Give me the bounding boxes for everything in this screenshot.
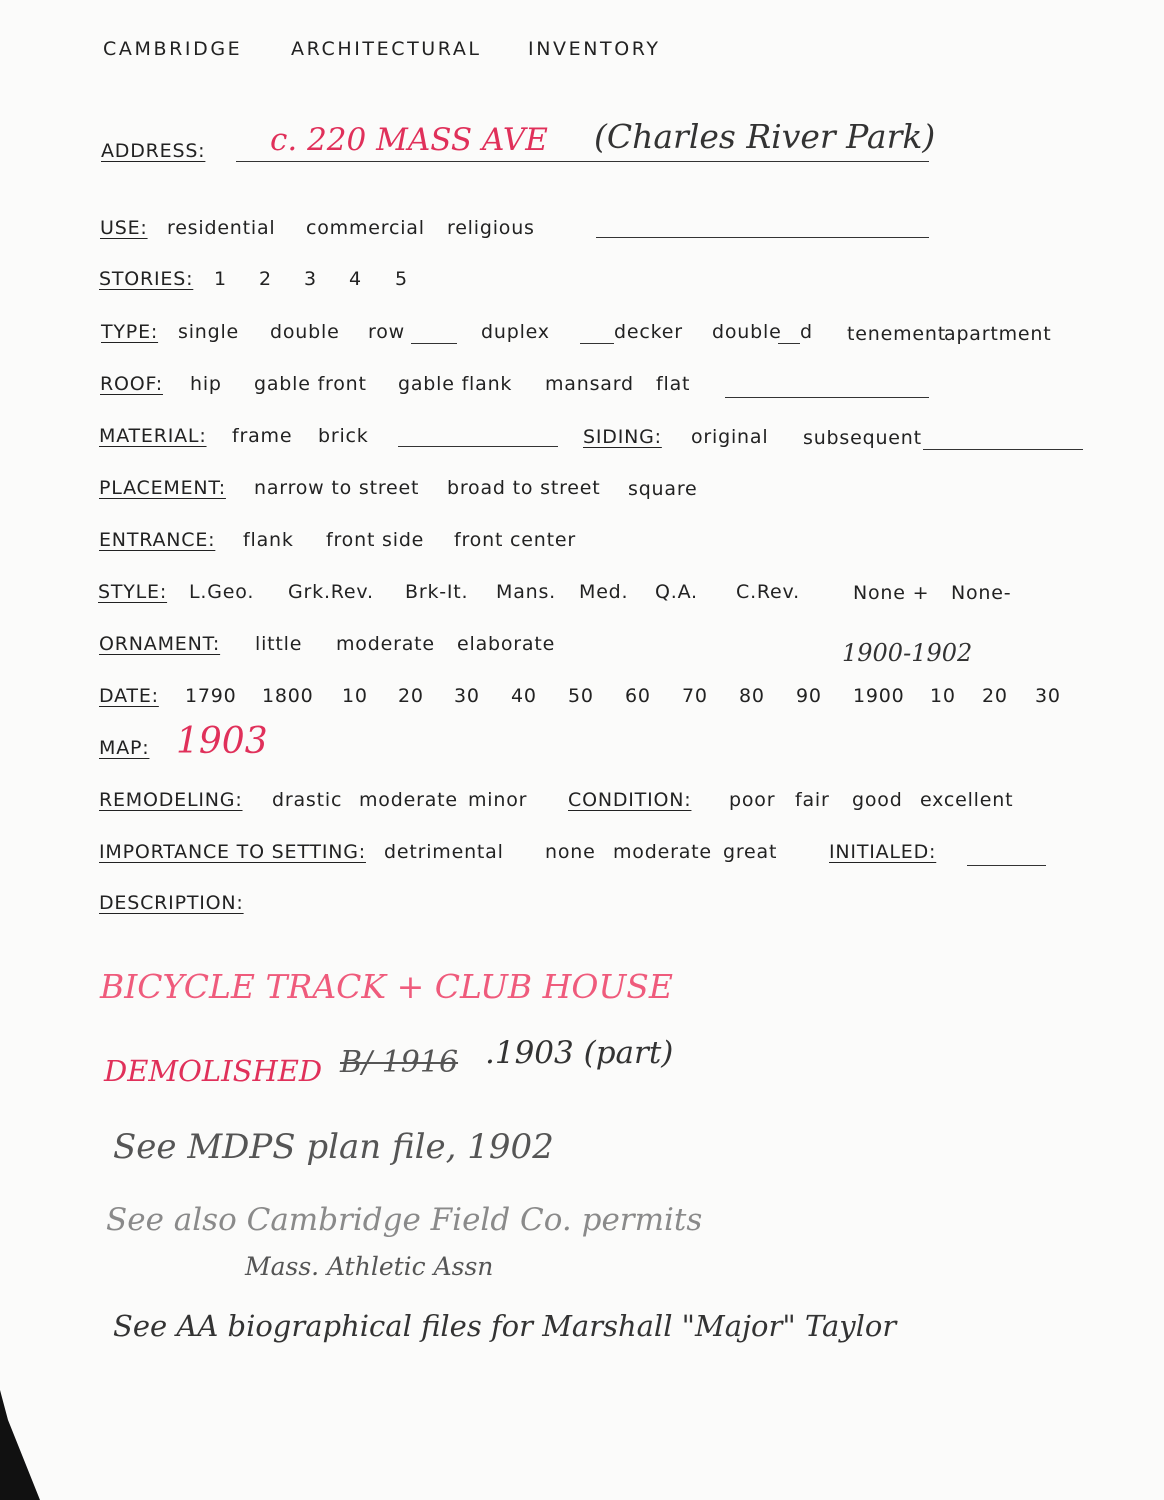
importance-option-detrimental: detrimental	[384, 841, 504, 863]
use-label: USE:	[100, 217, 148, 239]
condition-option-fair: fair	[795, 789, 830, 811]
style-option-med: Med.	[579, 581, 629, 603]
date-option-30: 30	[454, 685, 480, 707]
siding-option-subsequent: subsequent	[803, 427, 922, 449]
style-option-crev: C.Rev.	[736, 581, 800, 603]
type-option-single: single	[178, 321, 240, 343]
roof-option-gable-flank: gable flank	[398, 373, 513, 395]
handwritten-address: c. 220 MASS AVE	[270, 122, 548, 158]
style-option-none-plus: None +	[853, 582, 930, 604]
handwritten-line-biographical: See AA biographical files for Marshall "Major" Taylor	[113, 1309, 897, 1343]
map-label: MAP:	[99, 737, 150, 759]
stories-option-1: 1	[214, 268, 227, 290]
handwritten-demolition-date: .1903 (part)	[485, 1035, 674, 1071]
type-option-d: d	[800, 321, 813, 343]
type-option-apartment: apartment	[944, 323, 1052, 345]
placement-option-square: square	[628, 478, 698, 500]
remodeling-option-drastic: drastic	[272, 789, 343, 811]
type-row-blank	[411, 343, 457, 344]
date-option-1910: 10	[930, 685, 956, 707]
material-label: MATERIAL:	[99, 425, 207, 447]
entrance-option-front-side: front side	[326, 529, 425, 551]
entrance-label: ENTRANCE:	[99, 529, 216, 551]
importance-option-moderate: moderate	[613, 841, 712, 863]
handwritten-line-demolished: DEMOLISHED	[104, 1054, 323, 1088]
siding-label: SIDING:	[583, 426, 662, 448]
date-option-1930: 30	[1035, 685, 1061, 707]
placement-option-broad: broad to street	[447, 477, 601, 499]
importance-option-none: none	[545, 841, 596, 863]
material-blank	[398, 446, 558, 447]
type-option-decker: decker	[614, 321, 683, 343]
date-option-20: 20	[398, 685, 424, 707]
form-title-cambridge: CAMBRIDGE	[103, 38, 243, 60]
handwritten-map: 1903	[176, 721, 268, 762]
date-option-80: 80	[739, 685, 765, 707]
roof-label: ROOF:	[100, 373, 163, 395]
date-label: DATE:	[99, 685, 159, 707]
handwritten-line-mdps: See MDPS plan file, 1902	[113, 1127, 554, 1167]
stories-option-4: 4	[349, 268, 362, 290]
date-option-90: 90	[796, 685, 822, 707]
roof-blank	[725, 397, 929, 398]
style-option-lgeo: L.Geo.	[189, 581, 255, 603]
style-label: STYLE:	[98, 581, 168, 603]
type-decker-blank	[580, 343, 614, 344]
condition-option-good: good	[852, 789, 903, 811]
stories-option-3: 3	[304, 268, 317, 290]
stories-option-5: 5	[395, 268, 408, 290]
handwritten-line-bicycle-track: BICYCLE TRACK + CLUB HOUSE	[100, 967, 673, 1006]
ornament-option-elaborate: elaborate	[457, 633, 556, 655]
address-blank	[236, 161, 929, 162]
siding-option-original: original	[691, 426, 769, 448]
ornament-option-moderate: moderate	[336, 633, 435, 655]
use-blank	[596, 237, 929, 238]
type-option-double: double	[270, 321, 340, 343]
siding-blank	[923, 449, 1083, 450]
initialed-label: INITIALED:	[829, 841, 937, 863]
entrance-option-flank: flank	[243, 529, 294, 551]
stories-label: STORIES:	[99, 268, 194, 290]
date-option-1900: 1900	[853, 685, 905, 707]
condition-label: CONDITION:	[568, 789, 692, 811]
date-option-1790: 1790	[185, 685, 237, 707]
type-option-tenement: tenement	[847, 323, 946, 345]
type-double-d-blank	[778, 343, 800, 344]
style-option-none-minus: None-	[951, 582, 1012, 604]
date-option-1920: 20	[982, 685, 1008, 707]
address-label: ADDRESS:	[101, 140, 206, 162]
stories-option-2: 2	[259, 268, 272, 290]
remodeling-option-moderate: moderate	[359, 789, 458, 811]
handwritten-line-athletic-assn: Mass. Athletic Assn	[245, 1252, 494, 1281]
roof-option-gable-front: gable front	[254, 373, 367, 395]
date-option-10: 10	[342, 685, 368, 707]
use-option-residential: residential	[167, 217, 276, 239]
description-label: DESCRIPTION:	[99, 892, 244, 914]
style-option-brkit: Brk-It.	[405, 581, 469, 603]
ornament-option-little: little	[255, 633, 303, 655]
handwritten-date-note: 1900-1902	[842, 639, 973, 667]
type-option-duplex: duplex	[481, 321, 550, 343]
remodeling-label: REMODELING:	[99, 789, 243, 811]
roof-option-hip: hip	[190, 373, 222, 395]
date-option-60: 60	[625, 685, 651, 707]
material-option-frame: frame	[232, 425, 293, 447]
handwritten-line-field-co: See also Cambridge Field Co. permits	[106, 1202, 703, 1238]
handwritten-address-note: (Charles River Park)	[594, 117, 936, 156]
type-label: TYPE:	[101, 321, 159, 343]
type-option-double-decker: double	[712, 321, 782, 343]
placement-label: PLACEMENT:	[99, 477, 226, 499]
handwritten-struck-date: B/ 1916	[340, 1045, 459, 1080]
date-option-50: 50	[568, 685, 594, 707]
material-option-brick: brick	[318, 425, 369, 447]
remodeling-option-minor: minor	[468, 789, 528, 811]
style-option-qa: Q.A.	[655, 581, 698, 603]
use-option-religious: religious	[447, 217, 535, 239]
placement-option-narrow: narrow to street	[254, 477, 420, 499]
type-option-row: row	[368, 321, 405, 343]
date-option-70: 70	[682, 685, 708, 707]
style-option-grkrev: Grk.Rev.	[288, 581, 374, 603]
use-option-commercial: commercial	[306, 217, 425, 239]
scan-corner-shadow	[0, 1390, 60, 1500]
roof-option-mansard: mansard	[545, 373, 634, 395]
date-option-1800: 1800	[262, 685, 314, 707]
condition-option-poor: poor	[729, 789, 776, 811]
entrance-option-front-center: front center	[454, 529, 576, 551]
roof-option-flat: flat	[656, 373, 691, 395]
importance-option-great: great	[723, 841, 778, 863]
importance-label: IMPORTANCE TO SETTING:	[99, 841, 366, 863]
date-option-40: 40	[511, 685, 537, 707]
initialed-blank	[967, 865, 1046, 866]
form-title-architectural: ARCHITECTURAL	[291, 38, 482, 60]
form-title-inventory: INVENTORY	[528, 38, 661, 60]
condition-option-excellent: excellent	[920, 789, 1014, 811]
ornament-label: ORNAMENT:	[99, 633, 221, 655]
style-option-mans: Mans.	[496, 581, 557, 603]
